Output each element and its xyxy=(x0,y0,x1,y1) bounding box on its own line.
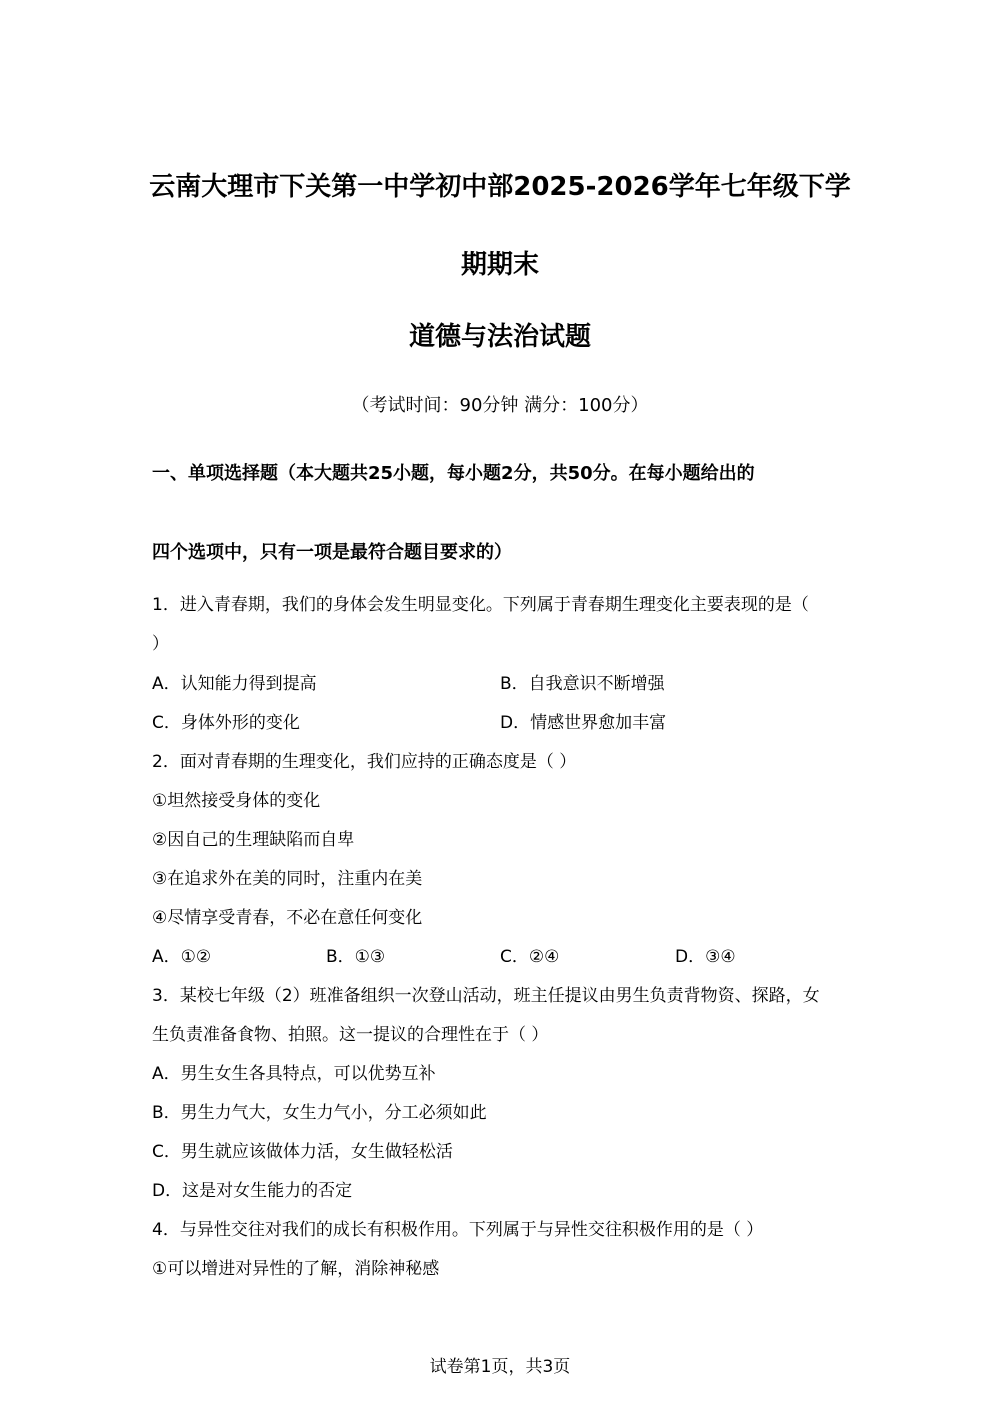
question-4-stem: 4．与异性交往对我们的成长有积极作用。下列属于与异性交往积极作用的是（ ） xyxy=(152,1220,764,1240)
question-1-option-a: A．认知能力得到提高 xyxy=(152,674,317,694)
question-2-stem: 2．面对青春期的生理变化，我们应持的正确态度是（ ） xyxy=(152,752,577,772)
exam-info: （考试时间：90分钟 满分：100分） xyxy=(351,395,649,416)
question-1-stem-line-2: ） xyxy=(152,634,169,654)
question-3-option-d: D．这是对女生能力的否定 xyxy=(152,1181,353,1201)
question-3-option-c: C．男生就应该做体力活，女生做轻松活 xyxy=(152,1142,453,1162)
section-heading-line-1: 一、单项选择题（本大题共25小题，每小题2分，共50分。在每小题给出的 xyxy=(152,463,755,484)
question-2-option-d: D．③④ xyxy=(675,947,736,967)
question-3-stem-line-1: 3．某校七年级（2）班准备组织一次登山活动，班主任提议由男生负责背物资、探路，女 xyxy=(152,986,820,1006)
exam-subject-title: 道德与法治试题 xyxy=(408,322,591,352)
question-2-option-a: A．①② xyxy=(152,947,212,967)
page-footer: 试卷第1页，共3页 xyxy=(429,1357,571,1377)
question-1-option-c: C．身体外形的变化 xyxy=(152,713,300,733)
question-3-option-b: B．男生力气大，女生力气小，分工必须如此 xyxy=(152,1103,487,1123)
question-1-stem-line-1: 1．进入青春期，我们的身体会发生明显变化。下列属于青春期生理变化主要表现的是（ xyxy=(152,595,809,615)
question-3-option-a: A．男生女生各具特点，可以优势互补 xyxy=(152,1064,436,1084)
question-3-stem-line-2: 生负责准备食物、拍照。这一提议的合理性在于（ ） xyxy=(152,1025,549,1045)
question-1-option-b: B．自我意识不断增强 xyxy=(500,674,665,694)
question-1-option-d: D．情感世界愈加丰富 xyxy=(500,713,667,733)
question-4-item-1: ①可以增进对异性的了解，消除神秘感 xyxy=(152,1259,440,1279)
section-heading-line-2: 四个选项中，只有一项是最符合题目要求的） xyxy=(152,542,512,563)
question-2-option-c: C．②④ xyxy=(500,947,560,967)
question-2-item-4: ④尽情享受青春，不必在意任何变化 xyxy=(152,908,423,928)
question-2-item-1: ①坦然接受身体的变化 xyxy=(152,791,321,811)
exam-title-line-1: 云南大理市下关第一中学初中部2025-2026学年七年级下学 xyxy=(149,172,851,202)
question-2-option-b: B．①③ xyxy=(326,947,386,967)
question-2-item-3: ③在追求外在美的同时，注重内在美 xyxy=(152,869,423,889)
exam-title-line-2: 期期末 xyxy=(460,250,539,280)
question-2-item-2: ②因自己的生理缺陷而自卑 xyxy=(152,830,355,850)
